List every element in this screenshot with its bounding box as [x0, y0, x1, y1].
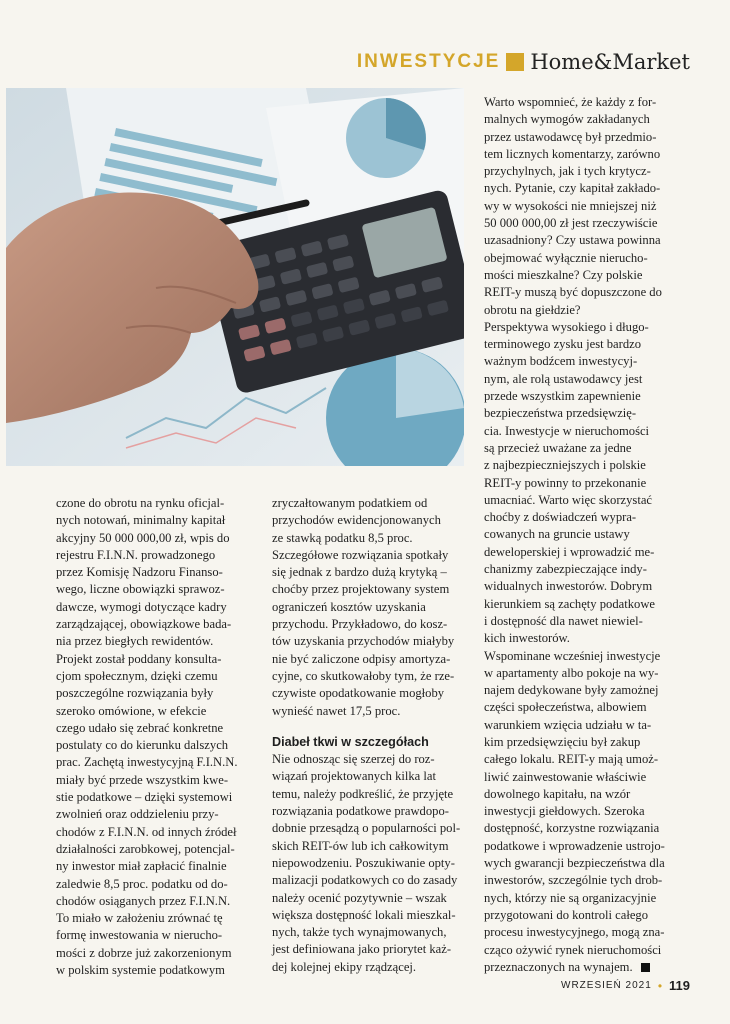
- text-line: przede wszystkim zapewnienie: [484, 389, 641, 404]
- text-line: rejestru F.I.N.N. prowadzonego: [56, 547, 216, 562]
- end-of-article-icon: [641, 963, 650, 972]
- text-line: wiązań projektowanych kilka lat: [272, 769, 437, 784]
- text-line: cząco ożywić rynek nieruchomości: [484, 942, 662, 957]
- text-line: formę inwestowania w nierucho-: [56, 928, 223, 943]
- text-line: w apartamenty albo pokoje na wy-: [484, 665, 659, 680]
- text-line: REIT-y muszą być dopuszczone do: [484, 285, 662, 300]
- text-line: bezpieczeństwa przedsięwzię-: [484, 406, 637, 421]
- column-middle-part-a: [272, 495, 468, 720]
- text-line: mości mieszkalne? Czy polskie: [484, 267, 643, 282]
- column-middle-part-b: [272, 751, 468, 976]
- text-line: wych gwarancji bezpieczeństwa dla: [484, 856, 665, 871]
- text-line: widualnych inwestorów. Dobrym: [484, 579, 653, 594]
- text-line: cyjne, co skutkowałoby tym, że rze-: [272, 668, 455, 683]
- text-line: postulaty co do kierunku dalszych: [56, 738, 229, 753]
- text-line: obejmować wyłącznie nierucho-: [484, 250, 648, 265]
- text-line: nia przez biegłych rewidentów.: [56, 634, 214, 649]
- text-line: terminowego zysku jest bardzo: [484, 337, 642, 352]
- text-line: czego udało się zebrać konkretne: [56, 720, 224, 735]
- text-line: przeznaczonych na wynajem.: [484, 959, 633, 974]
- text-line: cjom społecznym, dzięki czemu: [56, 668, 218, 683]
- text-line: rozwiązania podatkowe prawdopo-: [272, 804, 449, 819]
- text-line: części społeczeństwa, albowiem: [484, 700, 647, 715]
- text-line: dostępność, korzystne rozwiązania: [484, 821, 660, 836]
- text-line: stie podatkowe – dzięki systemowi: [56, 790, 233, 805]
- text-line: miały być przede wszystkim kwe-: [56, 772, 229, 787]
- text-line: działalności zarobkowej, potencjal-: [56, 841, 235, 856]
- text-line: zarządzającej, obowiązkowe bada-: [56, 617, 232, 632]
- text-line: chodów osiąganych przez F.I.N.N.: [56, 893, 231, 908]
- page-number: 119: [669, 978, 690, 993]
- text-line: należy ocenić pozytywnie – wszak: [272, 890, 447, 905]
- text-line: nych notowań, minimalny kapitał: [56, 513, 226, 528]
- text-line: Perspektywa wysokiego i długo-: [484, 319, 649, 334]
- text-line: Warto wspomnieć, że każdy z for-: [484, 95, 657, 109]
- text-line: chanizmy zabezpieczające indy-: [484, 562, 647, 577]
- text-line: cowanych na gruncie ustawy: [484, 527, 630, 542]
- photo-illustration: [6, 88, 464, 466]
- text-line: nych, którzy nie są organizacyjnie: [484, 890, 657, 905]
- text-line: cia. Inwestycje w nieruchomości: [484, 423, 650, 438]
- section-square-icon: [506, 53, 524, 71]
- text-line: ograniczeń kosztów uzyskania: [272, 599, 426, 614]
- text-line: zryczałtowanym podatkiem od: [272, 496, 428, 510]
- text-line: prac. Zachętą inwestycyjną F.I.N.N.: [56, 755, 238, 770]
- text-line: uzasadniony? Czy ustawa powinna: [484, 233, 661, 248]
- text-line: nych. Pytanie, czy kapitał zakłado-: [484, 181, 661, 196]
- text-line: przygotowani do kontroli całego: [484, 907, 649, 922]
- text-line: choćby przez projektowany system: [272, 582, 450, 597]
- page-header: [357, 50, 690, 74]
- section-label: INWESTYCJE: [356, 51, 501, 72]
- column-left: [56, 495, 254, 979]
- text-line: najem dedykowane były zamożnej: [484, 683, 659, 698]
- text-line: przychylnych, jak i tych krytycz-: [484, 164, 651, 179]
- text-line: wynieść nawet 17,5 proc.: [272, 703, 401, 718]
- column-right: [484, 94, 710, 976]
- text-line: nych, także tych wynajmowanych,: [272, 925, 447, 940]
- footer-separator: •: [657, 978, 664, 993]
- text-line: inwestorów, szczególnie tych drob-: [484, 873, 663, 888]
- text-line: malnych wymogów zakładanych: [484, 112, 650, 127]
- text-line: w polskim systemie podatkowym: [56, 963, 225, 978]
- text-line: tów uzyskania przychodów miałyby: [272, 634, 455, 649]
- text-line: dobnie przesądzą o popularności pol-: [272, 821, 461, 836]
- text-line: wego, liczne obowiązki sprawoz-: [56, 582, 225, 597]
- text-line: tem licznych komentarzy, zarówno: [484, 146, 661, 161]
- text-line: obrotu na giełdzie?: [484, 302, 581, 317]
- text-line: kim przedsięwzięciu był zakup: [484, 734, 641, 749]
- text-line: warunkiem wzięcia udziału w ta-: [484, 717, 652, 732]
- text-line: ny inwestor miał zapłacić finalnie: [56, 859, 227, 874]
- text-line: umacniać. Warto więc skorzystać: [484, 492, 652, 507]
- text-line: Szczegółowe rozwiązania spotkały: [272, 547, 449, 562]
- text-line: zwolnień oraz oddzieleniu przy-: [56, 807, 219, 822]
- column-middle: [272, 495, 468, 976]
- text-line: przychodu. Przykładowo, do kosz-: [272, 617, 448, 632]
- text-line: kich inwestorów.: [484, 631, 570, 646]
- text-line: mości z dobrze już zakorzenionym: [56, 945, 232, 960]
- text-line: poszczególne rozwiązania były: [56, 686, 214, 701]
- text-line: REIT-y powinny to przekonanie: [484, 475, 647, 490]
- text-line: czone do obrotu na rynku oficjal-: [56, 496, 225, 510]
- issue-date: WRZESIEŃ 2021: [561, 980, 652, 991]
- text-line: wy w wysokości nie mniejszej niż: [484, 198, 657, 213]
- text-line: przychodów ewidencjonowanych: [272, 513, 441, 528]
- text-line: Nie odnosząc się szerzej do roz-: [272, 752, 435, 767]
- text-line: nie być zaliczone odpisy amortyza-: [272, 651, 451, 666]
- text-line: nym, ale rolą ustawodawcy jest: [484, 371, 643, 386]
- text-line: liwić zainwestowanie właściwie: [484, 769, 647, 784]
- magazine-name: Home&Market: [530, 50, 690, 74]
- text-line: malizacji podatkowych co do zasady: [272, 873, 458, 888]
- text-line: przez Komisję Nadzoru Finanso-: [56, 565, 223, 580]
- text-line: ważnym bodźcem inwestycyj-: [484, 354, 638, 369]
- page-footer: [561, 978, 690, 993]
- text-line: szeroko omówione, w efekcie: [56, 703, 207, 718]
- text-line: niepowodzeniu. Poszukiwanie opty-: [272, 855, 455, 870]
- text-line: inwestycji giełdowych. Szeroka: [484, 804, 645, 819]
- text-line: przez ustawodawcę był przedmio-: [484, 129, 657, 144]
- text-line: i dostępność dla nawet niewiel-: [484, 613, 643, 628]
- text-line: jest definiowana jako priorytet każ-: [272, 942, 452, 957]
- text-line: 50 000 000,00 zł jest rzeczywiście: [484, 216, 658, 231]
- text-line: dej kolejnej ekipy rządzącej.: [272, 959, 417, 974]
- text-line: kierunkiem są zachęty podatkowe: [484, 596, 655, 611]
- text-line: czywiste opodatkowanie mogłoby: [272, 686, 445, 701]
- text-line: skich REIT-ów lub ich całkowitym: [272, 838, 449, 853]
- subheading: Diabeł tkwi w szczegółach: [272, 734, 429, 749]
- text-line: ze stawką podatku 8,5 proc.: [272, 530, 413, 545]
- text-line: temu, należy podkreślić, że przyjęte: [272, 786, 454, 801]
- text-line: są przecież uważane za jedne: [484, 440, 632, 455]
- text-line: zaledwie 8,5 proc. podatku od do-: [56, 876, 228, 891]
- text-line: deweloperskiej i wprowadzić me-: [484, 544, 655, 559]
- text-line: Projekt został poddany konsulta-: [56, 651, 222, 666]
- text-line: chodów z F.I.N.N. od innych źródeł: [56, 824, 237, 839]
- text-line: całego lokalu. REIT-y mają umoż-: [484, 752, 659, 767]
- text-line: z najbezpieczniejszych i polskie: [484, 458, 646, 473]
- text-line: podatkowe i wprowadzenie ustrojo-: [484, 838, 665, 853]
- calculator-photo: [6, 88, 464, 466]
- text-line: dowolnego kapitału, na wzór: [484, 786, 631, 801]
- text-line: dawcze, wymogi dotyczące kadry: [56, 599, 227, 614]
- text-line: To miało w założeniu zrównać tę: [56, 911, 223, 926]
- text-line: większa dostępność lokali mieszkal-: [272, 907, 456, 922]
- text-line: się jednak z bardzo dużą krytyką –: [272, 565, 447, 580]
- text-line: choćby z doświadczeń wypra-: [484, 510, 637, 525]
- text-line: procesu inwestycyjnego, mogą zna-: [484, 925, 665, 940]
- text-line: akcyjny 50 000 000,00 zł, wpis do: [56, 530, 230, 545]
- text-line: Wspominane wcześniej inwestycje: [484, 648, 661, 663]
